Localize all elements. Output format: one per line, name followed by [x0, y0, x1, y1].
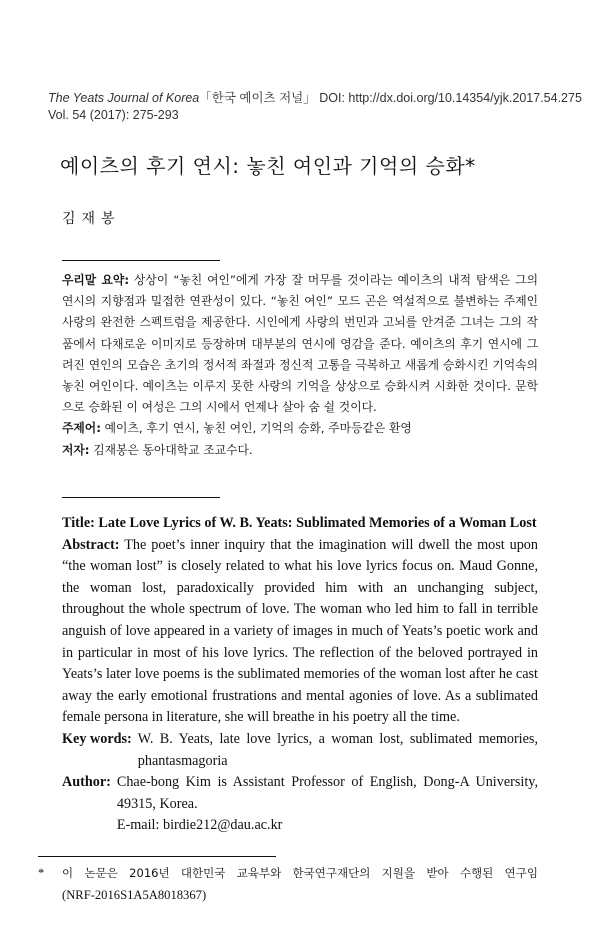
english-abstract-text: The poet’s inner inquiry that the imagination will dwell the most upon “the woman lost” is closely related to what his love lyrics focus on. Maud Gonne, the woman lost, paradoxically provided him with an unchanging subject, throughout the whole spectrum of love. The woman who led him to fall in terrible anguish of love appeared in a variety of images in much of Yeats’s poetic work and in particular in most of his love lyrics. The reflection of the beloved portrayed in Yeats’s later love poems is the sublimated memories of the woman lost after he cast away the early emotional frustrations and mental agonies of love. As a sublimated female persona in literature, she will breathe in his poetry all the time. [62, 536, 538, 726]
english-author-text: Chae-bong Kim is Assistant Professor of English, Dong-A University, 49315, Korea. [116, 774, 538, 812]
english-keywords-text: W. B. Yeats, late love lyrics, a woman lost, sublimated memories, phantasmagoria [137, 730, 538, 769]
english-author-note [62, 772, 538, 837]
korean-author-text: 김재봉은 동아대학교 조교수다. [89, 442, 253, 457]
english-abstract-paragraph [62, 535, 538, 729]
author-email[interactable]: E-mail: birdie212@dau.ac.kr [116, 817, 283, 834]
english-keywords [62, 729, 538, 772]
korean-keywords-label: 주제어: [62, 421, 101, 436]
paper-title: 예이츠의 후기 연시: 놓친 여인과 기억의 승화* [60, 154, 476, 178]
journal-name-kr: 「한국 예이츠 저널」 [199, 91, 316, 105]
english-keywords-label: Key words: [62, 730, 132, 747]
korean-author-note [62, 440, 538, 461]
korean-keywords-text: 예이츠, 후기 연시, 놓친 여인, 기억의 승화, 주마등같은 환영 [100, 421, 412, 436]
korean-abstract-label: 우리말 요약: [62, 273, 130, 287]
footnote-divider [38, 856, 276, 857]
english-author-label: Author: [62, 774, 111, 791]
journal-name-en: The Yeats Journal of Korea [48, 91, 200, 105]
korean-abstract-text: 상상이 “놓친 여인”에게 가장 잘 머무를 것이라는 예이츠의 내적 탐색은 그의 연시의 지향점과 밀접한 연관성이 있다. “놓친 여인” 모드 곤은 역설적으로 불변하는 주제인 사랑의 완전한 스펙트럼을 제공한다. 시인에게 사랑의 번민과 고뇌를 안겨준 그녀는 그의 작품에서 다채로운 이미지로 등장하며 대부분의 연시에 영감을 준다. 예이츠의 후기 연시에 그려진 연인의 모습은 초기의 정서적 좌절과 정신적 고통을 극복하고 새롭게 승화시킨 기억속의 놓친 여인이다. 예이츠는 이루지 못한 사랑의 기억을 상상으로 승화시켜 시화한 것이다. 문학으로 승화된 이 여성은 그의 시에서 언제나 살아 숨 쉴 것이다. [62, 273, 538, 415]
english-abstract [62, 513, 538, 837]
footnote-grant: (NRF-2016S1A5A8018367) [62, 888, 207, 902]
journal-doi: DOI: http://dx.doi.org/10.14354/yjk.2017.54.275 [315, 91, 582, 105]
journal-volume: Vol. 54 (2017): 275-293 [48, 108, 179, 122]
section-divider-middle [62, 497, 220, 498]
footnote-mark: * [38, 866, 45, 880]
korean-abstract [62, 270, 538, 461]
korean-abstract-paragraph [62, 270, 538, 418]
journal-line [48, 90, 582, 107]
section-divider-top [62, 260, 220, 261]
korean-author-label: 저자: [62, 442, 90, 457]
english-title: Title: Late Love Lyrics of W. B. Yeats: Sublimated Memories of a Woman Lost [62, 515, 537, 531]
footnote-text: 이 논문은 2016년 대한민국 교육부와 한국연구재단의 지원을 받아 수행된 연구임 [62, 866, 538, 880]
footnote [38, 862, 538, 906]
journal-citation [48, 90, 582, 124]
korean-keywords [62, 418, 538, 439]
paper-author: 김재봉 [62, 211, 121, 227]
english-abstract-label: Abstract: [62, 536, 120, 553]
